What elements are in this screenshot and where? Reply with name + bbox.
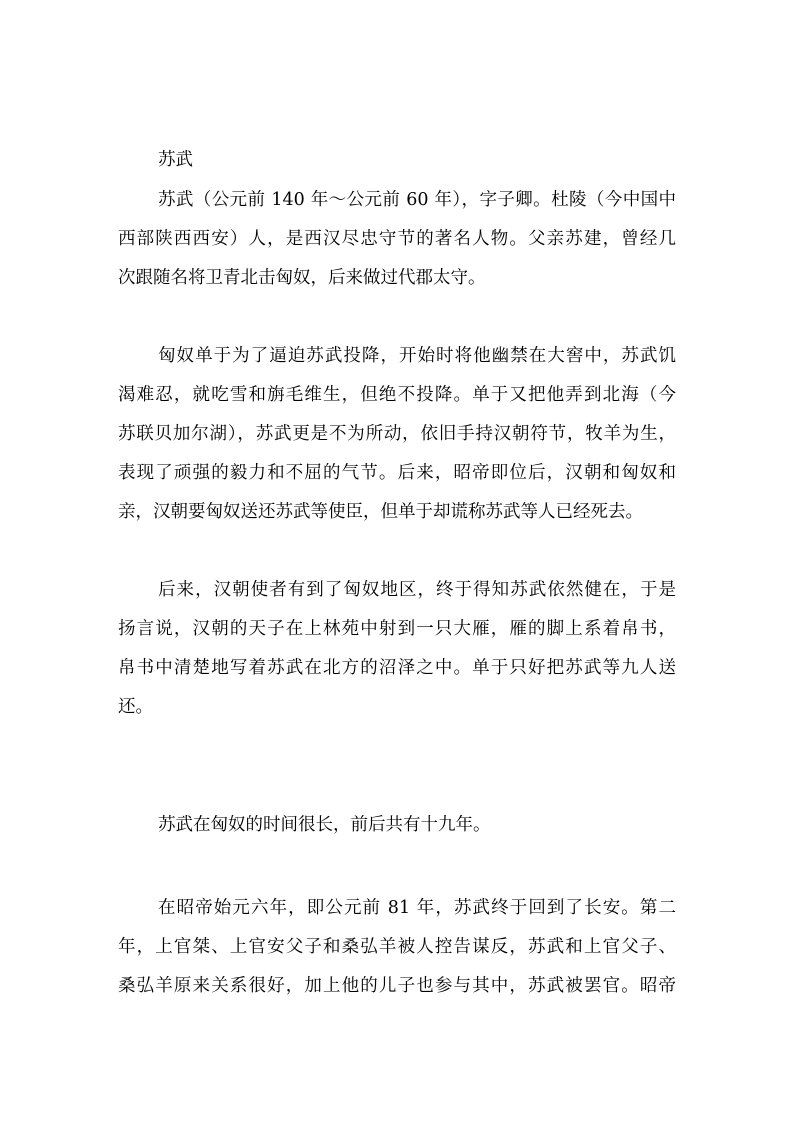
paragraph-1-line-1: 苏武（公元前 140 年～公元前 60 年），字子卿。杜陵（今中国中: [158, 190, 676, 210]
paragraph-3-line-3: 帛书中清楚地写着苏武在北方的沼泽之中。单于只好把苏武等九人送: [118, 658, 676, 678]
paragraph-2-line-2: 渴难忍，就吃雪和旃毛维生，但绝不投降。单于又把他弄到北海（今: [118, 385, 676, 405]
document-title: 苏武: [158, 150, 193, 170]
paragraph-2-line-4: 表现了顽强的毅力和不屈的气节。后来，昭帝即位后，汉朝和匈奴和: [118, 463, 676, 483]
paragraph-5-line-2: 年，上官桀、上官安父子和桑弘羊被人控告谋反，苏武和上官父子、: [118, 937, 676, 957]
paragraph-1-line-3: 次跟随名将卫青北击匈奴，后来做过代郡太守。: [118, 268, 486, 288]
paragraph-2-line-3: 苏联贝加尔湖），苏武更是不为所动，依旧手持汉朝符节，牧羊为生，: [118, 424, 676, 444]
paragraph-5-line-3: 桑弘羊原来关系很好，加上他的儿子也参与其中，苏武被罢官。昭帝: [118, 976, 676, 996]
paragraph-2-line-5: 亲，汉朝要匈奴送还苏武等使臣，但单于却谎称苏武等人已经死去。: [118, 502, 643, 522]
paragraph-4-line-1: 苏武在匈奴的时间很长，前后共有十九年。: [158, 815, 491, 835]
paragraph-3-line-1: 后来，汉朝使者有到了匈奴地区，终于得知苏武依然健在，于是: [158, 580, 676, 600]
paragraph-5-line-1: 在昭帝始元六年，即公元前 81 年，苏武终于回到了长安。第二: [158, 898, 676, 918]
paragraph-2-line-1: 匈奴单于为了逼迫苏武投降，开始时将他幽禁在大窖中，苏武饥: [158, 346, 676, 366]
paragraph-1-line-2: 西部陕西西安）人，是西汉尽忠守节的著名人物。父亲苏建，曾经几: [118, 229, 676, 249]
paragraph-3-line-4: 还。: [118, 697, 153, 717]
paragraph-3-line-2: 扬言说，汉朝的天子在上林苑中射到一只大雁，雁的脚上系着帛书，: [118, 619, 676, 639]
